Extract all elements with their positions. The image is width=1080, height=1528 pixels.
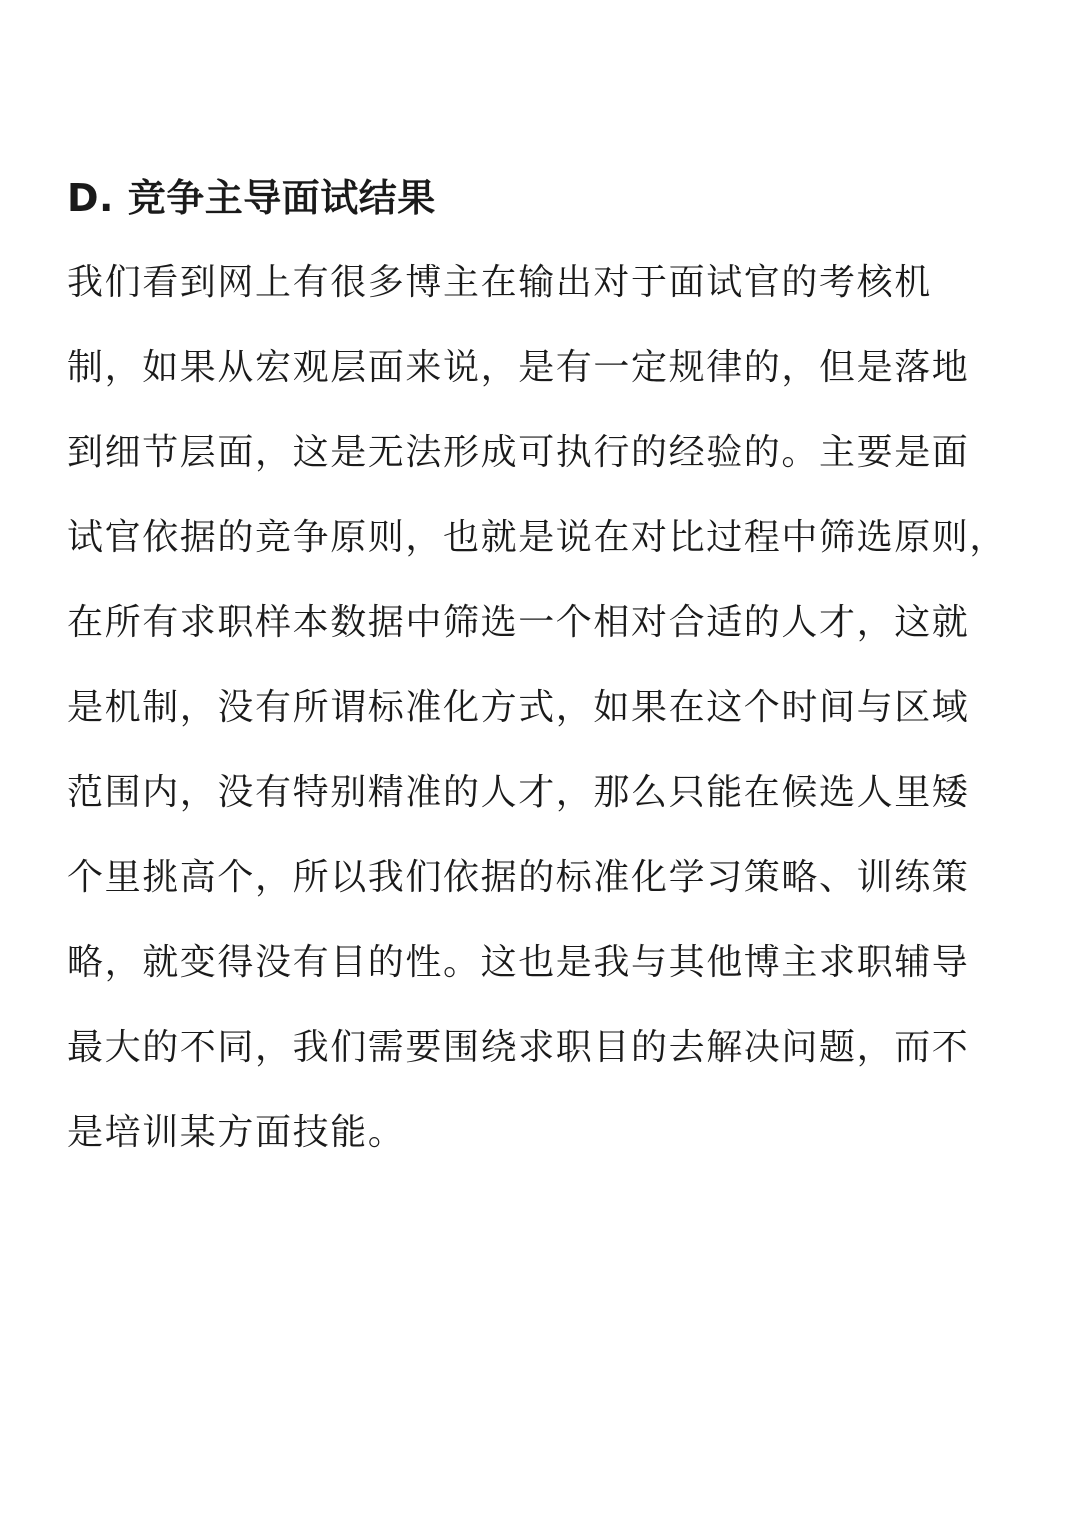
paragraph-line: 是培训某方面技能。 (67, 1112, 406, 1153)
paragraph-line: 我们看到网上有很多博主在输出对于面试官的考核机 (67, 262, 932, 303)
section-heading: D. 竞争主导面试结果 (67, 176, 436, 220)
body-paragraph (67, 240, 1042, 1175)
paragraph-line: 到细节层面，这是无法形成可执行的经验的。主要是面 (67, 432, 970, 473)
paragraph-line: 制，如果从宏观层面来说，是有一定规律的，但是落地 (67, 347, 970, 388)
paragraph-line: 略，就变得没有目的性。这也是我与其他博主求职辅导 (67, 942, 970, 983)
paragraph-line: 个里挑高个，所以我们依据的标准化学习策略、训练策 (67, 857, 970, 898)
paragraph-line: 最大的不同，我们需要围绕求职目的去解决问题，而不 (67, 1027, 970, 1068)
paragraph-line: 试官依据的竞争原则，也就是说在对比过程中筛选原则， (67, 517, 1008, 558)
paragraph-line: 在所有求职样本数据中筛选一个相对合适的人才，这就 (67, 602, 970, 643)
paragraph-line: 范围内，没有特别精准的人才，那么只能在候选人里矮 (67, 772, 970, 813)
paragraph-line: 是机制，没有所谓标准化方式，如果在这个时间与区域 (67, 687, 970, 728)
